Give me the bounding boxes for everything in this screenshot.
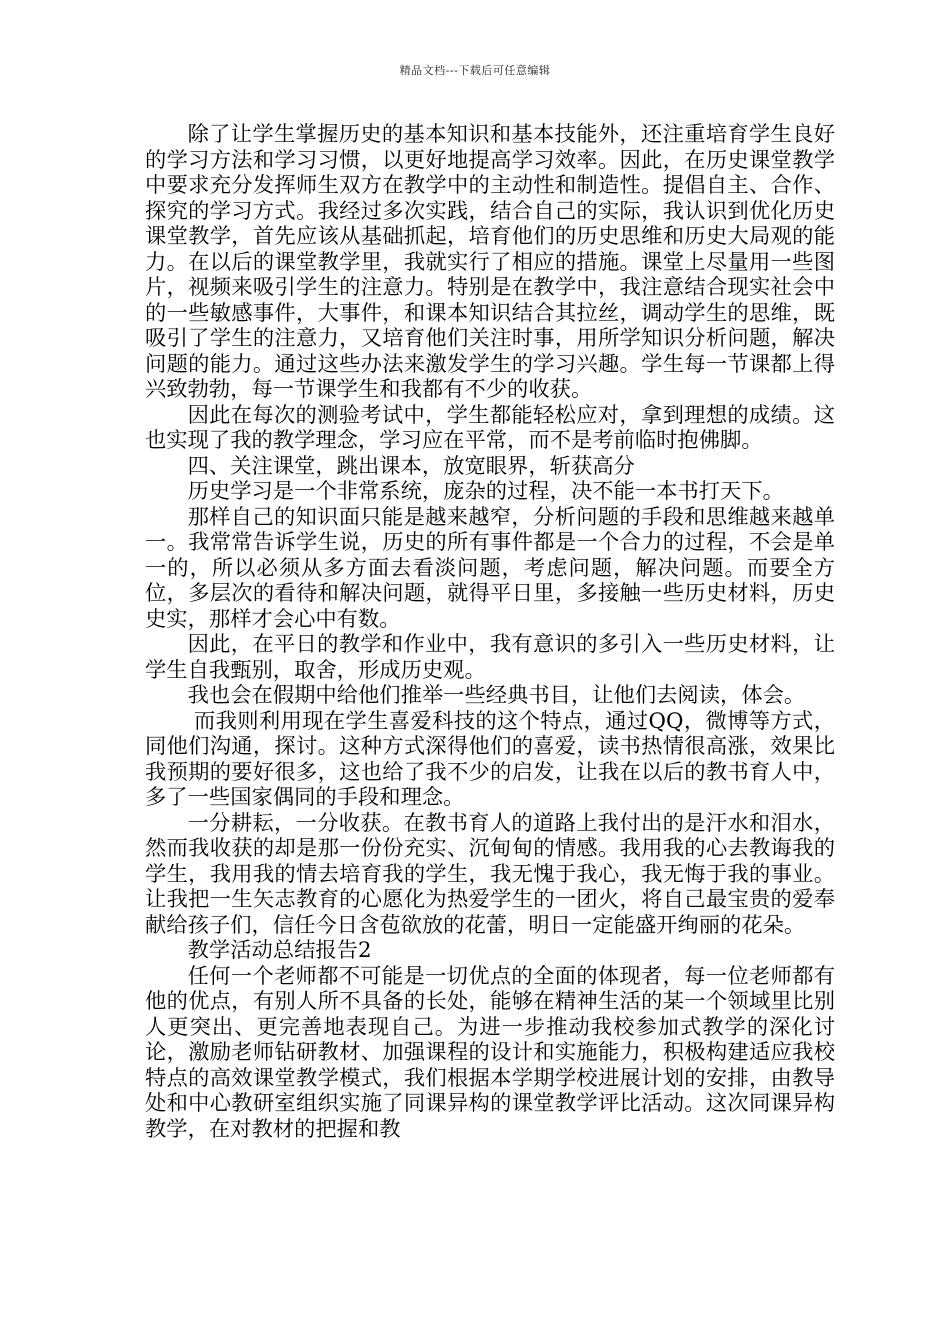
section-heading-4: 四、关注课堂，跳出课本，放宽眼界，斩获高分	[187, 453, 635, 479]
report-title-2: 教学活动总结报告2	[187, 938, 372, 963]
paragraph-6: 我也会在假期中给他们推举一些经典书目，让他们去阅读，体会。	[187, 683, 806, 708]
paragraph-2: 因此在每次的测验考试中，学生都能轻松应对，拿到理想的成绩。这也实现了我的教学理念，学习应在平常，而不是考前临时抱佛脚。	[145, 402, 835, 453]
paragraph-7: 而我则利用现在学生喜爱科技的这个特点，通过QQ，微博等方式，同他们沟通，探讨。这种方式深得他们的喜爱，读书热情很高涨，效果比我预期的要好很多，这也给了我不少的启发，让我在以后的教书育人中，多了一些国家偶同的手段和理念。	[145, 708, 835, 810]
document-body	[145, 122, 835, 1142]
paragraph-9: 任何一个老师都不可能是一切优点的全面的体现者，每一位老师都有他的优点，有别人所不具备的长处，能够在精神生活的某一个领域里比别人更突出、更完善地表现自己。为进一步推动我校参加式教学的深化讨论，激励老师钻研教材、加强课程的设计和实施能力，积极构建适应我校特点的高效课堂教学模式，我们根据本学期学校进展计划的安排，由教导处和中心教研室组织实施了同课异构的课堂教学评比活动。这次同课异构教学，在对教材的把握和教	[145, 963, 835, 1142]
paragraph-4: 那样自己的知识面只能是越来越窄，分析问题的手段和思维越来越单一。我常常告诉学生说，历史的所有事件都是一个合力的过程，不会是单一的，所以必须从多方面去看淡问题，考虑问题，解决问题。而要全方位，多层次的看待和解决问题，就得平日里，多接触一些历史材料，历史史实，那样才会心中有数。	[145, 504, 835, 632]
paragraph-3: 历史学习是一个非常系统，庞杂的过程，决不能一本书打天下。	[187, 479, 784, 504]
paragraph-5: 因此，在平日的教学和作业中，我有意识的多引入一些历史材料，让学生自我甄别，取舍，形成历史观。	[145, 632, 835, 683]
paragraph-1: 除了让学生掌握历史的基本知识和基本技能外，还注重培育学生良好的学习方法和学习习惯，以更好地提高学习效率。因此，在历史课堂教学中要求充分发挥师生双方在教学中的主动性和制造性。提倡自主、合作、探究的学习方式。我经过多次实践，结合自己的实际，我认识到优化历史课堂教学，首先应该从基础抓起，培育他们的历史思维和历史大局观的能力。在以后的课堂教学里，我就实行了相应的措施。课堂上尽量用一些图片，视频来吸引学生的注意力。特别是在教学中，我注意结合现实社会中的一些敏感事件，大事件，和课本知识结合其拉丝，调动学生的思维，既吸引了学生的注意力，又培育他们关注时事，用所学知识分析问题，解决问题的能力。通过这些办法来激发学生的学习兴趣。学生每一节课都上得兴致勃勃，每一节课学生和我都有不少的收获。	[145, 122, 835, 402]
page-header: 精品文档---下载后可任意编辑	[399, 64, 551, 77]
paragraph-8: 一分耕耘，一分收获。在教书育人的道路上我付出的是汗水和泪水，然而我收获的却是那一份份充实、沉甸甸的情感。我用我的心去教诲我的学生，我用我的情去培育我的学生，我无愧于我心，我无悔于我的事业。让我把一生矢志教育的心愿化为热爱学生的一团火，将自己最宝贵的爱奉献给孩子们，信任今日含苞欲放的花蕾，明日一定能盛开绚丽的花朵。	[145, 810, 835, 938]
